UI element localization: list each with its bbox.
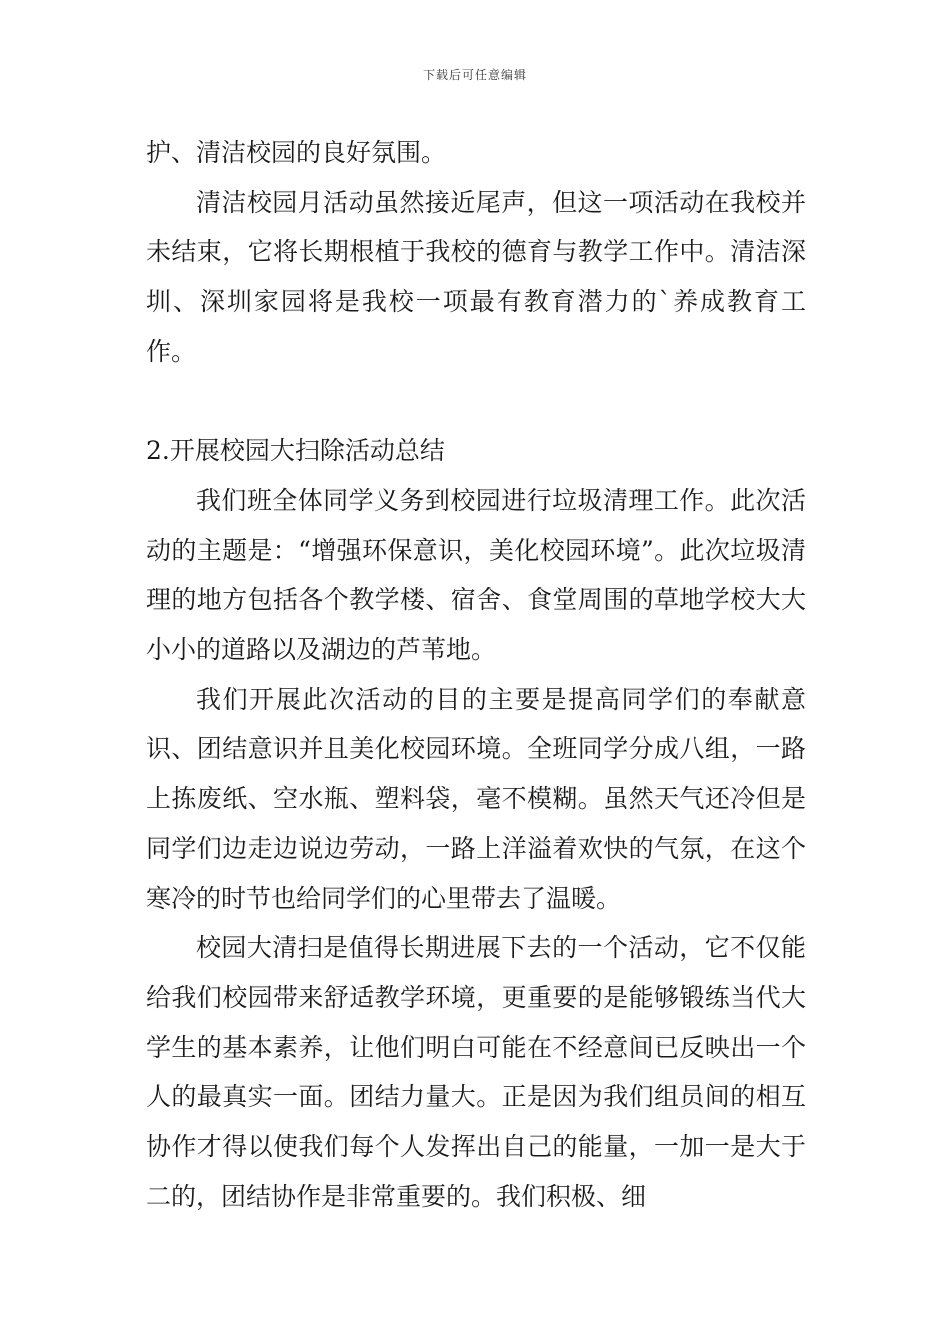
paragraph: 校园大清扫是值得长期进展下去的一个活动，它不仅能给我们校园带来舒适教学环境，更重要的是能够锻练当代大学生的基本素养，让他们明白可能在不经意间已反映出一个人的最真实一面。团结力量大。正是因为我们组员间的相互协作才得以使我们每个人发挥出自己的能量，一加一是大于二的，团结协作是非常重要的。我们积极、细 — [146, 933, 806, 1211]
paragraph: 我们班全体同学义务到校园进行垃圾清理工作。此次活动的主题是：“增强环保意识，美化校园环境”。此次垃圾清理的地方包括各个教学楼、宿舍、食堂周围的草地学校大大小小的道路以及湖边的芦苇地。 — [146, 485, 806, 665]
page-header-note: 下载后可任意编辑 — [422, 68, 527, 82]
paragraph: 清洁校园月活动虽然接近尾声，但这一项活动在我校并未结束，它将长期根植于我校的德育与教学工作中。清洁深圳、深圳家园将是我校一项最有教育潜力的`养成教育工作。 — [146, 187, 806, 366]
paragraph-continuation: 护、清洁校园的良好氛围。 — [146, 138, 447, 167]
document-body — [146, 128, 806, 1221]
paragraph: 我们开展此次活动的目的主要是提高同学们的奉献意识、团结意识并且美化校园环境。全班同学分成八组，一路上拣废纸、空水瓶、塑料袋，毫不模糊。虽然天气还冷但是同学们边走边说边劳动，一路上洋溢着欢快的气氛，在这个寒冷的时节也给同学们的心里带去了温暖。 — [146, 684, 806, 913]
section-heading: 2.开展校园大扫除活动总结 — [146, 436, 445, 466]
